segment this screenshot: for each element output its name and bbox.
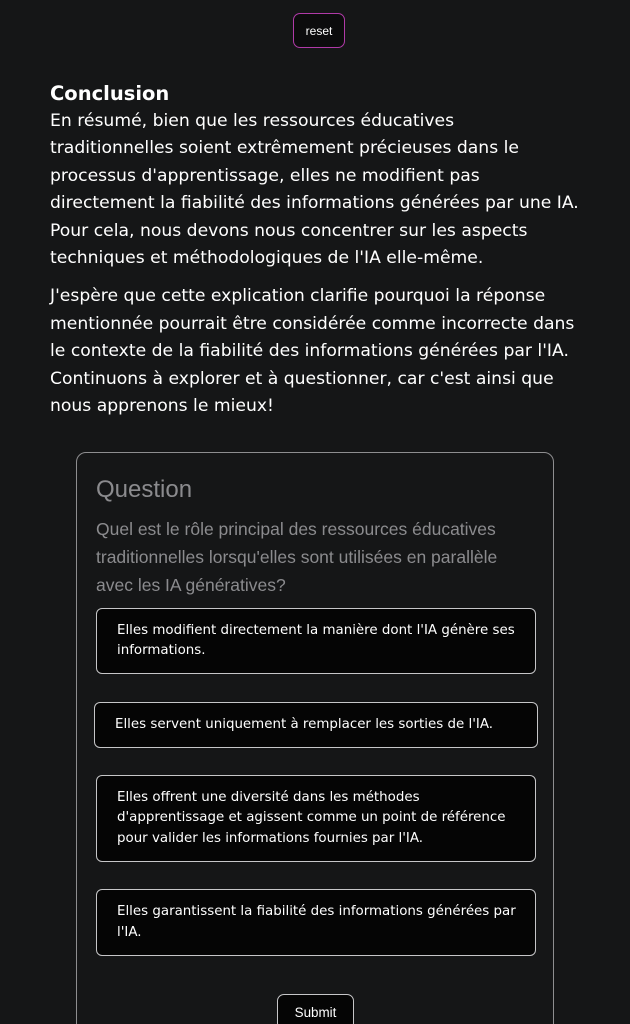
answer-option-label: Elles garantissent la fiabilité des informations générées par l'IA.: [117, 904, 516, 940]
answer-option[interactable]: [96, 608, 536, 674]
answer-option-label: Elles offrent une diversité dans les méthodes d'apprentissage et agissent comme un point de référence pour valider les informations fournies par l'IA.: [117, 789, 506, 846]
answer-option[interactable]: [94, 702, 538, 748]
conclusion-section: [50, 80, 580, 420]
quiz-question: Quel est le rôle principal des ressources éducatives traditionnelles lorsqu'elles sont utilisées en parallèle avec les IA génératives?: [96, 519, 498, 595]
answer-option-label: Elles modifient directement la manière dont l'IA génère ses informations.: [117, 622, 515, 658]
answer-option[interactable]: [96, 889, 536, 956]
paragraph: En résumé, bien que les ressources éducatives traditionnelles soient extrêmement précieuses dans le processus d'apprentissage, elles ne modifient pas directement la fiabilité des informations générées par une IA. Pour cela, nous devons nous concentrer sur les aspects techniques et méthodologiques de l'IA elle-même.: [50, 111, 579, 269]
submit-button[interactable]: Submit: [277, 994, 354, 1024]
answer-option-label: Elles servent uniquement à remplacer les sorties de l'IA.: [115, 716, 494, 732]
quiz-title: Question: [96, 476, 193, 503]
reset-button[interactable]: reset: [293, 13, 345, 48]
quiz-card: [76, 452, 554, 1024]
section-heading: Conclusion: [50, 82, 170, 105]
paragraph: J'espère que cette explication clarifie pourquoi la réponse mentionnée pourrait être considérée comme incorrecte dans le contexte de la fiabilité des informations générées par l'IA. Continuons à explorer et à questionner, car c'est ainsi que nous apprenons le mieux!: [50, 286, 575, 417]
answer-option[interactable]: [96, 775, 536, 862]
